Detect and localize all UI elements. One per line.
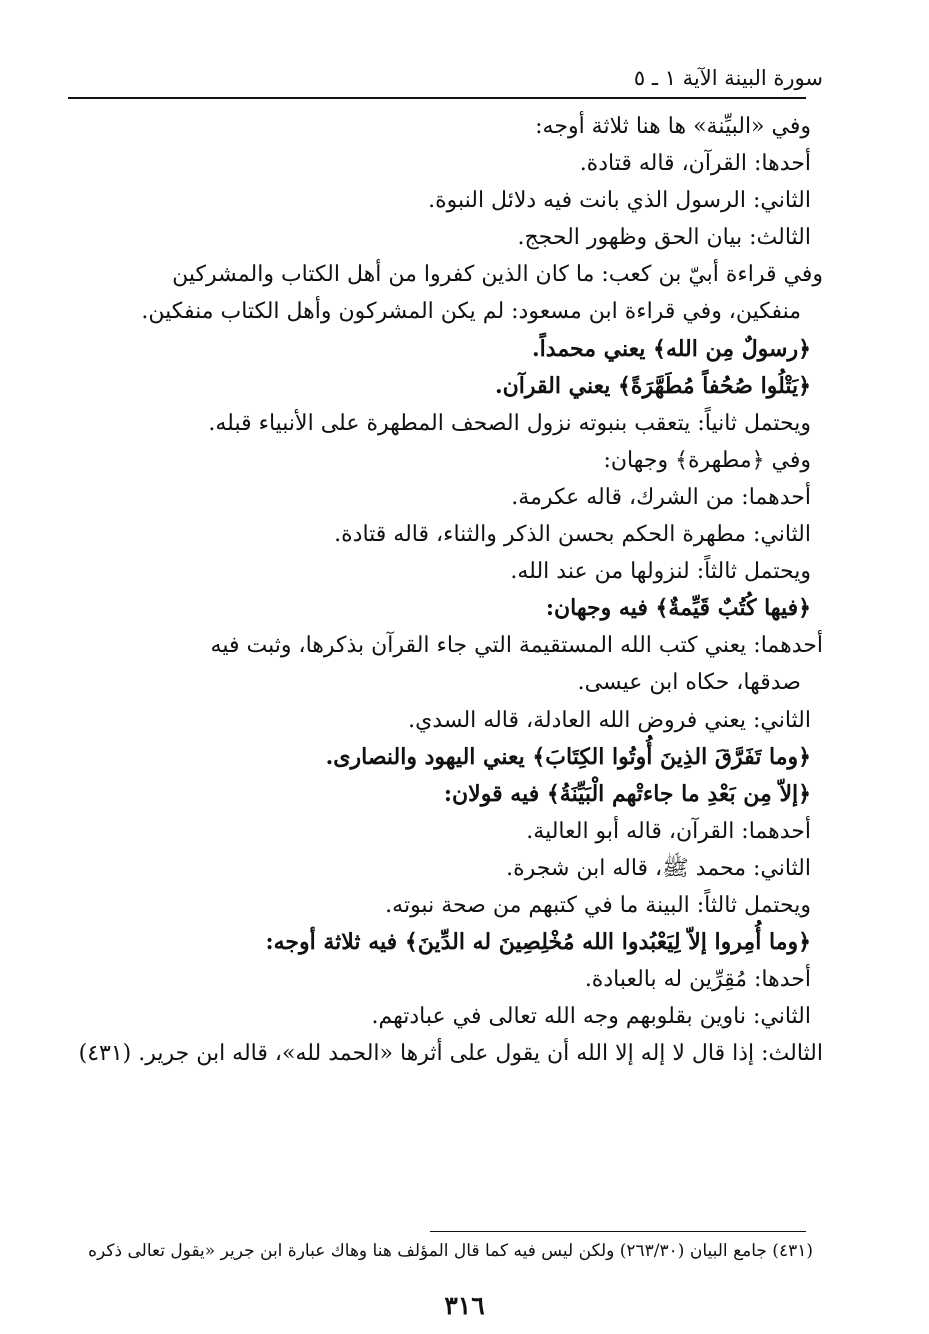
body-line: ويحتمل ثالثاً: البينة ما في كتبهم من صحة نبوته. [385,892,811,918]
body-line: الثاني: يعني فروض الله العادلة، قاله السدي. [408,707,811,733]
quran-verse-line: ﴿يَتْلُوا صُحُفاً مُطَهَّرَةً﴾ يعني القرآن. [494,372,811,399]
body-line: وفي قراءة أبيّ بن كعب: ما كان الذين كفروا من أهل الكتاب والمشركين [172,262,823,288]
body-line: الثالث: بيان الحق وظهور الحجج. [517,225,811,251]
body-line: أحدهما: يعني كتب الله المستقيمة التي جاء القرآن بذكرها، وثبت فيه [210,633,823,659]
body-line: أحدهما: من الشرك، قاله عكرمة. [511,484,811,510]
body-line: ويحتمل ثالثاً: لنزولها من عند الله. [510,559,811,585]
body-line: الثالث: إذا قال لا إله إلا الله أن يقول على أثرها «الحمد لله»، قاله ابن جرير. (٤٣١) [78,1041,823,1067]
body-line: وفي «البيِّنة» ها هنا ثلاثة أوجه: [535,114,811,139]
body-line: الثاني: مطهرة الحكم بحسن الذكر والثناء، قاله قتادة. [334,522,811,548]
body-line: أحدهما: القرآن، قاله أبو العالية. [526,818,811,844]
body-line: الثاني: محمد ﷺ، قاله ابن شجرة. [506,855,811,881]
header-rule [68,97,806,99]
quran-verse-line: ﴿فيها كُتُبٌ قَيِّمةٌ﴾ فيه وجهان: [545,595,811,622]
quran-verse-line: ﴿إلاّ مِن بَعْدِ ما جاءتْهم الْبَيِّنَةُ﴾ فيه قولان: [443,780,811,807]
body-line: وفي ﴿مطهرة﴾ وجهان: [603,447,811,473]
footnote-rule [430,1231,806,1232]
footnote: (٤٣١) جامع البيان (٢٦٣/٣٠) ولكن ليس فيه كما قال المؤلف هنا وهاك عبارة ابن جرير «يقول تعالى ذكره [88,1241,813,1261]
body-line: الثاني: ناوين بقلوبهم وجه الله تعالى في عبادتهم. [371,1004,811,1030]
body-text [51,108,823,1072]
body-line: منفكين، وفي قراءة ابن مسعود: لم يكن المشركون وأهل الكتاب منفكين. [141,299,801,325]
body-line: أحدها: مُقِرِّين له بالعبادة. [584,967,811,993]
body-line: ويحتمل ثانياً: يتعقب بنبوته نزول الصحف المطهرة على الأنبياء قبله. [208,410,811,436]
body-line: الثاني: الرسول الذي بانت فيه دلائل النبوة. [428,188,811,214]
running-title: سورة البينة الآية ١ ـ ٥ [633,66,823,90]
quran-verse-line: ﴿رسولٌ مِن الله﴾ يعني محمداً. [532,335,811,362]
page-number: ٣١٦ [444,1291,485,1320]
quran-verse-line: ﴿وما تَفَرَّقَ الذِينَ أُوتُوا الكِتَابَ﴾ يعني اليهود والنصارى. [325,743,811,770]
quran-verse-line: ﴿وما أُمِروا إلاّ لِيَعْبُدوا الله مُخْلِصِينَ له الدِّينَ﴾ فيه ثلاثة أوجه: [265,929,811,956]
body-line: أحدها: القرآن، قاله قتادة. [579,151,811,177]
body-line: صدقها، حكاه ابن عيسى. [577,670,801,696]
